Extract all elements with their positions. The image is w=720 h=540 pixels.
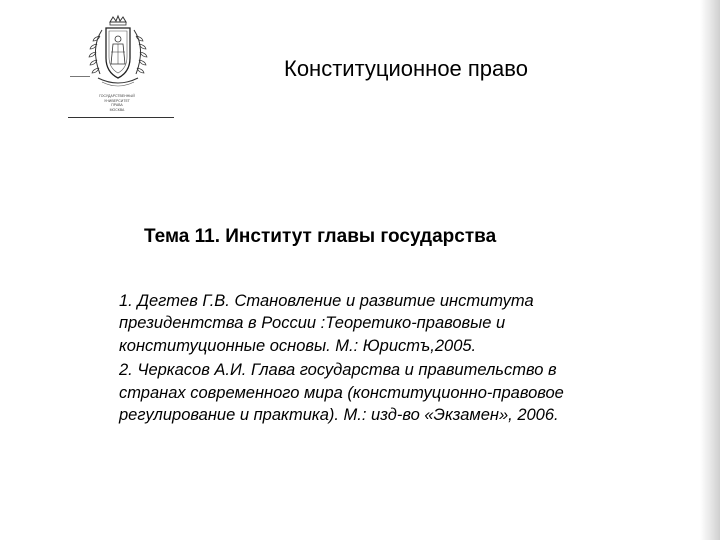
- emblem-caption-line: УНИВЕРСИТЕТ: [104, 98, 130, 103]
- emblem-rule-bottom: [68, 117, 174, 118]
- emblem-caption: [80, 94, 154, 112]
- reference-item: 2. Черкасов А.И. Глава государства и правительство в странах современного мира (конституционно-правовое регулирование и практика). М.: изд-во «Экзамен», 2006.: [119, 361, 564, 425]
- emblem-caption-line: ПРАВА: [111, 103, 123, 107]
- edge-shadow: [700, 0, 720, 540]
- topic-heading: Тема 11. Институт главы государства: [144, 226, 497, 247]
- university-emblem: [66, 14, 176, 110]
- reference-list: [119, 290, 619, 428]
- emblem-crest-icon: [80, 14, 156, 92]
- emblem-caption-line: МОСКВА: [109, 107, 125, 112]
- reference-item: 1. Дегтев Г.В. Становление и развитие института президентства в России :Теоретико-правовые и конституционные основы. М.: Юристъ,2005.: [119, 292, 534, 355]
- slide-title: Конституционное право: [284, 56, 528, 81]
- emblem-caption-line: ГОСУДАРСТВЕННЫЙ: [99, 94, 135, 98]
